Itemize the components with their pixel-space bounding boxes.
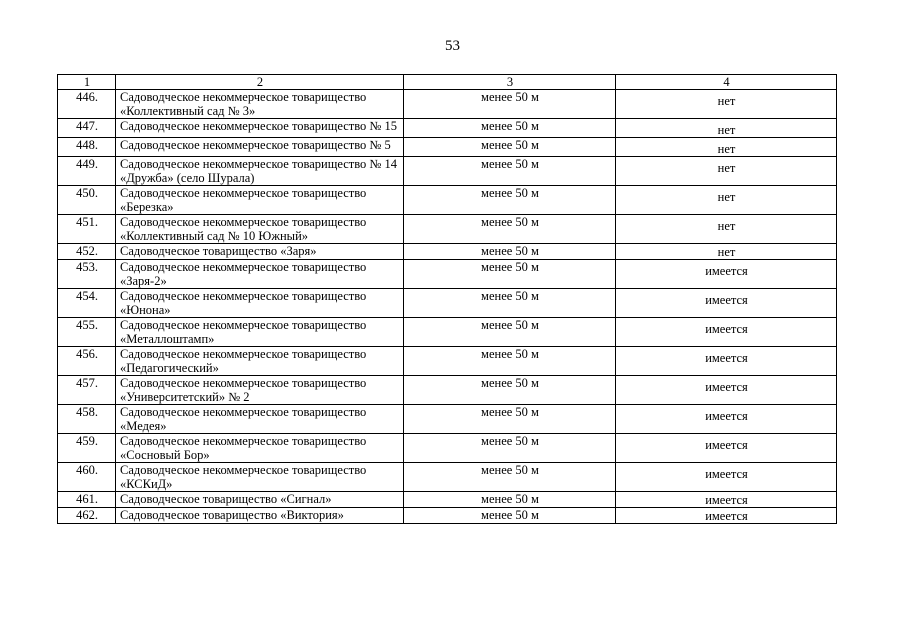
availability-text: нет	[717, 142, 736, 156]
availability-text: имеется	[705, 467, 748, 481]
row-availability	[616, 434, 837, 463]
availability-text: нет	[717, 94, 736, 108]
table-row	[58, 347, 837, 376]
availability-text: нет	[717, 190, 736, 204]
row-number: 459.	[58, 434, 116, 463]
row-number: 448.	[58, 138, 116, 157]
availability-text: имеется	[705, 509, 748, 523]
row-availability	[616, 119, 837, 138]
row-name: Садоводческое некоммерческое товарищество «Университетский» № 2	[116, 376, 404, 405]
row-availability	[616, 244, 837, 260]
availability-text: имеется	[705, 293, 748, 307]
row-number: 460.	[58, 463, 116, 492]
availability-text: имеется	[705, 322, 748, 336]
availability-text: нет	[717, 123, 736, 137]
row-distance: менее 50 м	[404, 90, 616, 119]
row-number: 453.	[58, 260, 116, 289]
row-number: 458.	[58, 405, 116, 434]
header-row	[58, 75, 837, 90]
availability-text: имеется	[705, 351, 748, 365]
row-name: Садоводческое некоммерческое товарищество «Юнона»	[116, 289, 404, 318]
row-availability	[616, 405, 837, 434]
row-number: 462.	[58, 508, 116, 524]
row-availability	[616, 186, 837, 215]
row-availability	[616, 157, 837, 186]
row-name: Садоводческое некоммерческое товарищество «Коллективный сад № 10 Южный»	[116, 215, 404, 244]
availability-text: нет	[717, 219, 736, 233]
availability-text: имеется	[705, 493, 748, 507]
row-name: Садоводческое некоммерческое товарищество № 15	[116, 119, 404, 138]
row-distance: менее 50 м	[404, 289, 616, 318]
table-body	[58, 90, 837, 524]
register-table	[57, 74, 837, 524]
row-distance: менее 50 м	[404, 434, 616, 463]
row-distance: менее 50 м	[404, 260, 616, 289]
row-distance: менее 50 м	[404, 405, 616, 434]
row-distance: менее 50 м	[404, 492, 616, 508]
table-row	[58, 405, 837, 434]
row-distance: менее 50 м	[404, 347, 616, 376]
row-number: 452.	[58, 244, 116, 260]
row-name: Садоводческое некоммерческое товарищество «Сосновый Бор»	[116, 434, 404, 463]
row-distance: менее 50 м	[404, 157, 616, 186]
row-distance: менее 50 м	[404, 318, 616, 347]
row-name: Садоводческое товарищество «Виктория»	[116, 508, 404, 524]
row-name: Садоводческое товарищество «Сигнал»	[116, 492, 404, 508]
row-distance: менее 50 м	[404, 244, 616, 260]
table-row	[58, 90, 837, 119]
row-number: 450.	[58, 186, 116, 215]
header-col-3: 3	[404, 75, 616, 90]
row-number: 446.	[58, 90, 116, 119]
row-availability	[616, 260, 837, 289]
availability-text: имеется	[705, 409, 748, 423]
table-row	[58, 186, 837, 215]
table-row	[58, 244, 837, 260]
row-availability	[616, 508, 837, 524]
table-row	[58, 138, 837, 157]
row-name: Садоводческое некоммерческое товарищество «Металлоштамп»	[116, 318, 404, 347]
row-distance: менее 50 м	[404, 138, 616, 157]
table-row	[58, 260, 837, 289]
header-col-4: 4	[616, 75, 837, 90]
table-row	[58, 434, 837, 463]
row-number: 454.	[58, 289, 116, 318]
row-number: 451.	[58, 215, 116, 244]
availability-text: нет	[717, 161, 736, 175]
table-header	[58, 75, 837, 90]
row-name: Садоводческое некоммерческое товарищество «Медея»	[116, 405, 404, 434]
row-distance: менее 50 м	[404, 186, 616, 215]
row-name: Садоводческое некоммерческое товарищество «Заря-2»	[116, 260, 404, 289]
row-availability	[616, 215, 837, 244]
availability-text: имеется	[705, 380, 748, 394]
row-name: Садоводческое некоммерческое товарищество «КСКиД»	[116, 463, 404, 492]
row-availability	[616, 376, 837, 405]
row-name: Садоводческое некоммерческое товарищество № 14 «Дружба» (село Шурала)	[116, 157, 404, 186]
row-number: 456.	[58, 347, 116, 376]
row-name: Садоводческое некоммерческое товарищество «Березка»	[116, 186, 404, 215]
row-distance: менее 50 м	[404, 119, 616, 138]
row-availability	[616, 492, 837, 508]
table-row	[58, 318, 837, 347]
page-number: 53	[445, 38, 460, 54]
row-distance: менее 50 м	[404, 376, 616, 405]
row-availability	[616, 289, 837, 318]
row-distance: менее 50 м	[404, 463, 616, 492]
row-name: Садоводческое некоммерческое товарищество «Коллективный сад № 3»	[116, 90, 404, 119]
table-row	[58, 492, 837, 508]
table-row	[58, 119, 837, 138]
row-availability	[616, 347, 837, 376]
row-number: 455.	[58, 318, 116, 347]
header-col-2: 2	[116, 75, 404, 90]
row-availability	[616, 463, 837, 492]
table-row	[58, 376, 837, 405]
row-availability	[616, 318, 837, 347]
table-row	[58, 157, 837, 186]
row-availability	[616, 90, 837, 119]
row-distance: менее 50 м	[404, 508, 616, 524]
table-row	[58, 508, 837, 524]
availability-text: имеется	[705, 438, 748, 452]
row-number: 447.	[58, 119, 116, 138]
table-row	[58, 215, 837, 244]
row-availability	[616, 138, 837, 157]
row-distance: менее 50 м	[404, 215, 616, 244]
row-number: 449.	[58, 157, 116, 186]
table-row	[58, 463, 837, 492]
row-name: Садоводческое некоммерческое товарищество № 5	[116, 138, 404, 157]
table-row	[58, 289, 837, 318]
row-name: Садоводческое некоммерческое товарищество «Педагогический»	[116, 347, 404, 376]
availability-text: нет	[717, 245, 736, 259]
row-name: Садоводческое товарищество «Заря»	[116, 244, 404, 260]
row-number: 457.	[58, 376, 116, 405]
availability-text: имеется	[705, 264, 748, 278]
row-number: 461.	[58, 492, 116, 508]
header-col-1: 1	[58, 75, 116, 90]
